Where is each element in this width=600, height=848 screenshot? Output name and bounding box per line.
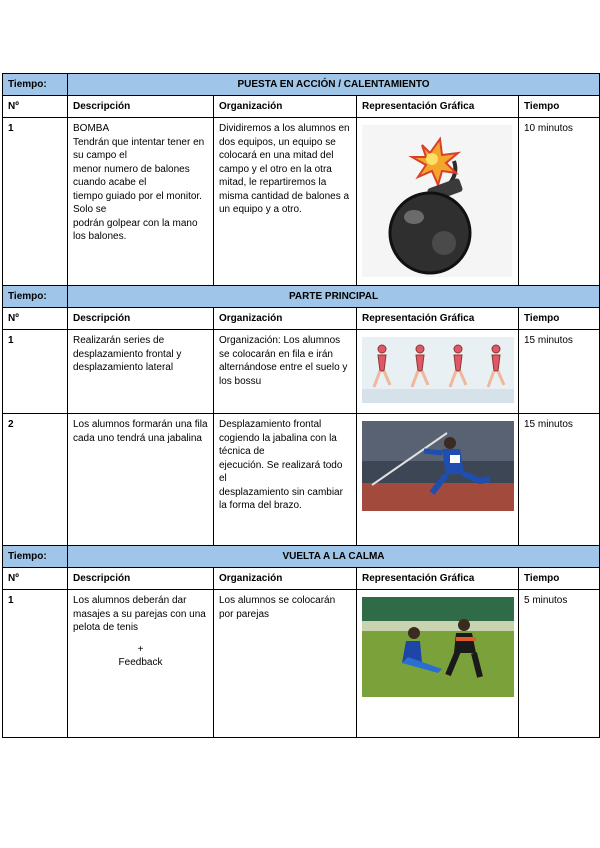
table-row [3,414,600,546]
col-rep: Representación Gráfica [357,308,519,330]
col-time: Tiempo [519,308,600,330]
col-num: Nº [3,96,68,118]
section-label: Tiempo: [3,74,68,96]
running-sequence-illustration [362,337,514,403]
row-image-cell [357,330,519,414]
col-time: Tiempo [519,568,600,590]
row-time: 10 minutos [519,118,600,286]
col-time: Tiempo [519,96,600,118]
col-desc: Descripción [68,96,214,118]
row-desc-cell [68,590,214,738]
bomb-illustration [362,125,512,277]
row-org: Dividiremos a los alumnos en dos equipos, un equipo se colocará en una mitad del campo y el otro en la otra mitad, le repartiremos la misma cantidad de balones a un equipo y a otro. [214,118,357,286]
column-headers [3,308,600,330]
row-num: 2 [3,414,68,546]
row-image-cell [357,590,519,738]
row-image-cell [357,118,519,286]
section-header [3,546,600,568]
row-desc: Los alumnos deberán dar masajes a su parejas con una pelota de tenis [73,595,206,633]
session-plan-table [2,73,600,738]
row-num: 1 [3,118,68,286]
row-desc: Los alumnos formarán una fila cada uno tendrá una jabalina [68,414,214,546]
column-headers [3,96,600,118]
col-num: Nº [3,308,68,330]
col-desc: Descripción [68,568,214,590]
section-label: Tiempo: [3,546,68,568]
row-num: 1 [3,330,68,414]
row-time: 15 minutos [519,330,600,414]
table-row [3,330,600,414]
massage-pair-photo [362,597,514,697]
column-headers [3,568,600,590]
javelin-thrower-photo [362,421,514,511]
section-title: VUELTA A LA CALMA [68,546,600,568]
row-org: Los alumnos se colocarán por parejas [214,590,357,738]
col-org: Organización [214,96,357,118]
row-org: Desplazamiento frontal cogiendo la jabalina con la técnica de ejecución. Se realizará todo el desplazamiento sin cambiar la forma del brazo. [214,414,357,546]
col-num: Nº [3,568,68,590]
table-row [3,118,600,286]
section-title: PARTE PRINCIPAL [68,286,600,308]
col-org: Organización [214,568,357,590]
col-desc: Descripción [68,308,214,330]
row-desc: Realizarán series de desplazamiento frontal y desplazamiento lateral [68,330,214,414]
row-time: 5 minutos [519,590,600,738]
section-header [3,74,600,96]
section-label: Tiempo: [3,286,68,308]
col-rep: Representación Gráfica [357,568,519,590]
row-org: Organización: Los alumnos se colocarán en fila e irán alternándose entre el suelo y los bossu [214,330,357,414]
section-title: PUESTA EN ACCIÓN / CALENTAMIENTO [68,74,600,96]
section-header [3,286,600,308]
row-desc-extra: + Feedback [118,643,163,668]
row-num: 1 [3,590,68,738]
table-row [3,590,600,738]
col-rep: Representación Gráfica [357,96,519,118]
row-image-cell [357,414,519,546]
row-time: 15 minutos [519,414,600,546]
col-org: Organización [214,308,357,330]
row-desc: BOMBA Tendrán que intentar tener en su campo el menor numero de balones cuando acabe el tiempo guiado por el monitor. Solo se podrán golpear con la mano los balones. [68,118,214,286]
